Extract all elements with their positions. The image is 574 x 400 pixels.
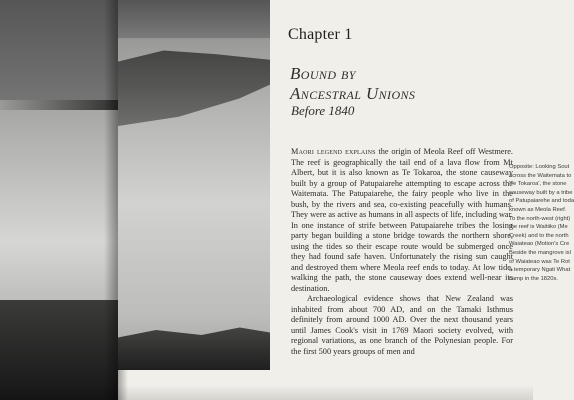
chapter-title	[290, 64, 490, 104]
chapter-title-line1: Bound by	[290, 64, 356, 83]
caption-line: Beside the mangrove isl	[509, 249, 571, 256]
photo-caption	[509, 163, 574, 303]
caption-line: camp in the 1820s.	[509, 275, 558, 282]
harbour-photo	[118, 0, 270, 370]
caption-line: Opposite: Looking Sout	[509, 164, 570, 170]
left-photo-hills	[0, 0, 118, 100]
body-text	[291, 147, 513, 397]
left-page-photo	[0, 0, 118, 400]
caption-line: Creek) and to the north	[509, 232, 569, 239]
photo-foreground-shore	[118, 320, 270, 370]
caption-line: known as Meola Reef.	[509, 206, 567, 213]
page-bottom-shadow	[0, 385, 533, 400]
paragraph-2: Archaeological evidence shows that New Zealand was inhabited from about 700 AD, and on the Tamaki Isthmus definitely from around 1000 AD. Over the next thousand years until James Cook's visit in 1769 Maori society evolved, with regional variations, as one branch of the Polynesian people. For the first 500 years groups of men and	[291, 294, 513, 356]
caption-line: across the Waitemata to	[509, 172, 572, 179]
caption-line: Waiateao (Motion's Cre	[509, 241, 570, 248]
photo-headland	[118, 34, 270, 126]
paragraph-1	[291, 147, 513, 294]
chapter-subtitle: Before 1840	[291, 103, 355, 118]
chapter-label: Chapter 1	[288, 26, 353, 43]
caption-line: To the north-west (right)	[509, 215, 571, 222]
caption-line: 'Te Tokaroa', the stone	[509, 181, 567, 188]
caption-line: of Patupaiarehe and toda	[509, 198, 574, 205]
caption-line: of Waiateao was Te Rot	[509, 258, 570, 265]
caption-line: a temporary Ngati What	[509, 267, 571, 274]
left-photo-water	[0, 110, 118, 330]
caption-line: causeway built by a tribe	[509, 189, 573, 196]
photo-sky	[118, 0, 270, 38]
caption-line: the reef is Waitiiko (Me	[509, 224, 568, 231]
lead-in: Maori legend explains	[291, 147, 376, 156]
chapter-title-line2: Ancestral Unions	[290, 84, 416, 103]
paragraph-1-text: the origin of Meola Reef off Westmere. The reef is geographically the tail end of a lava flow from Mt Albert, but it is also known as Te Tokaroa, the stone causeway built by a group of Patupaiarehe attempting to escape across the Waitemata. The Patupaiarehe, the fairy people who live in the bush, by the rivers and sea, co-existing peacefully with humans. They were as active as humans in all aspects of life, including war. In one instance of strife between Patupaiarehe tribes the losing party began building a stone bridge towards the northern shore, using the tides so their escape route would be submerged once they had found safe haven. Unfortunately the rising sun caught and destroyed them where Meola reef ends to today. At low tide, walking the path, the stone causeway does extend well-near its destination.	[291, 147, 513, 293]
